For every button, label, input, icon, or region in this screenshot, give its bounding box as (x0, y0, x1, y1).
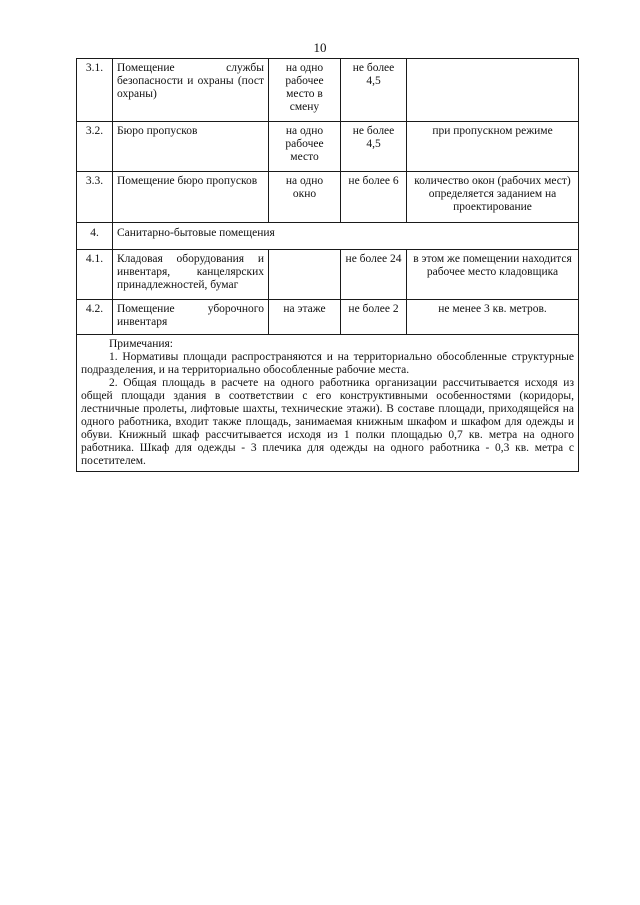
table-row (77, 300, 579, 335)
note-cell: количество окон (рабочих мест) определяется заданием на проектирование (407, 172, 579, 223)
norm-cell: не более 24 (341, 250, 407, 300)
table-row (77, 250, 579, 300)
section-title: Санитарно-бытовые помещения (113, 223, 579, 250)
room-name: Бюро пропусков (113, 122, 269, 172)
norm-cell: не более 4,5 (341, 59, 407, 122)
norm-cell: не более 4,5 (341, 122, 407, 172)
unit-cell: на этаже (269, 300, 341, 335)
note-cell: не менее 3 кв. метров. (407, 300, 579, 335)
unit-cell: на одно рабочее место (269, 122, 341, 172)
notes-cell (77, 335, 579, 472)
room-name: Помещение службы безопасности и охраны (пост охраны) (113, 59, 269, 122)
row-number: 3.3. (77, 172, 113, 223)
table-row (77, 122, 579, 172)
notes-row (77, 335, 579, 472)
page-number: 10 (313, 40, 327, 55)
note-item: 2. Общая площадь в расчете на одного работника организации рассчитывается исходя из общей площади здания в соответствии с его конструктивными особенностями (коридоры, лестничные пролеты, лифтовые шахты, технические этажи). В составе площади, приходящейся на одного работника, входит также площадь, занимаемая книжным шкафом и шкафом для одежды и обуви. Книжный шкаф рассчитывается исходя из 1 полки площадью 0,7 кв. метра на одного работника. Шкаф для одежды - 3 плечика для одежды на одного работника - 0,3 кв. метра с посетителем. (81, 377, 574, 467)
room-name: Кладовая оборудования и инвентаря, канцелярских принадлежностей, бумаг (113, 250, 269, 300)
unit-cell: на одно рабочее место в смену (269, 59, 341, 122)
table-row (77, 59, 579, 122)
row-number: 4.1. (77, 250, 113, 300)
norms-table (76, 58, 579, 472)
row-number: 3.1. (77, 59, 113, 122)
section-row (77, 223, 579, 250)
note-cell: в этом же помещении находится рабочее место кладовщика (407, 250, 579, 300)
note-cell (407, 59, 579, 122)
section-number: 4. (77, 223, 113, 250)
unit-cell (269, 250, 341, 300)
row-number: 3.2. (77, 122, 113, 172)
norm-cell: не более 6 (341, 172, 407, 223)
table-row (77, 172, 579, 223)
unit-cell: на одно окно (269, 172, 341, 223)
row-number: 4.2. (77, 300, 113, 335)
note-cell: при пропускном режиме (407, 122, 579, 172)
room-name: Помещение уборочного инвентаря (113, 300, 269, 335)
notes-title: Примечания: (109, 338, 173, 350)
note-item: 1. Нормативы площади распространяются и на территориально обособленные структурные подразделения, и на территориально обособленные рабочие места. (81, 351, 574, 376)
room-name: Помещение бюро пропусков (113, 172, 269, 223)
norm-cell: не более 2 (341, 300, 407, 335)
